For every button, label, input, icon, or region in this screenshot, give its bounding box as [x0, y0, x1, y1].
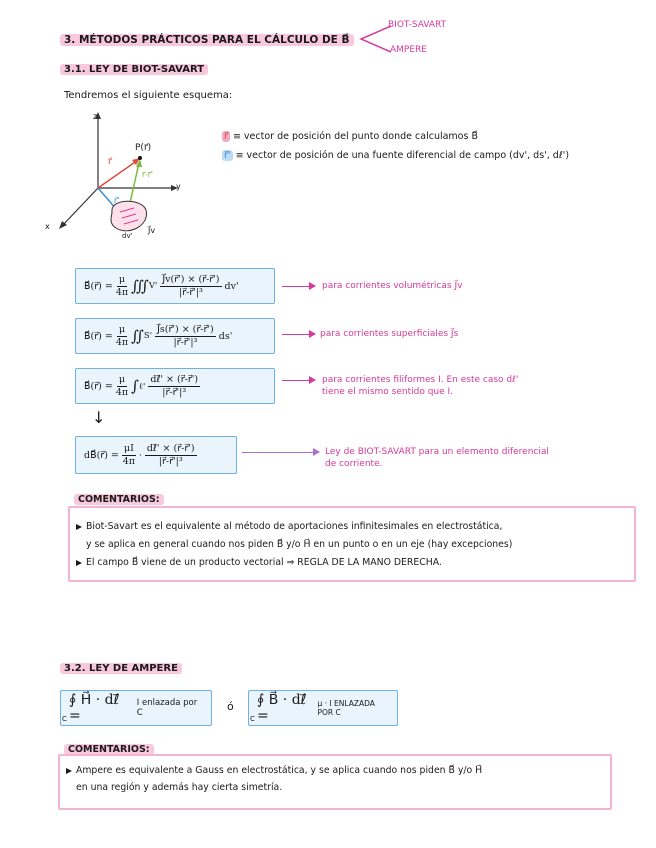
- label-rp: r⃗': [114, 196, 120, 205]
- connector-or: ó: [227, 700, 234, 713]
- coef-den: 4π: [115, 286, 129, 298]
- label-y-axis: y: [176, 182, 181, 191]
- coef-den: 4π: [122, 455, 136, 467]
- branch-biot-savart: BIOT-SAVART: [388, 20, 447, 30]
- arrow-2: [282, 334, 314, 335]
- integral-symbol: ∫: [131, 377, 139, 395]
- note-filiform: para corrientes filiformes I. En este caso dℓ' tiene el mismo sentido que I.: [322, 375, 519, 397]
- r-vector: [98, 160, 138, 188]
- legend-item-r: [222, 131, 478, 142]
- coef-den: 4π: [115, 336, 129, 348]
- bullet-icon: [66, 768, 72, 774]
- legend-symbol-rp: r⃗': [224, 150, 231, 161]
- integral-symbol: ∭: [131, 277, 149, 295]
- page-title: 3. MÉTODOS PRÁCTICOS PARA EL CÁLCULO DE B⃗: [60, 34, 354, 46]
- legend-item-rp: [222, 150, 569, 161]
- label-point-p: P(r⃗): [135, 143, 152, 153]
- section-title-biot-savart: 3.1. LEY DE BIOT-SAVART: [60, 64, 208, 75]
- coef-den: 4π: [115, 386, 129, 398]
- legend-symbol-r: r⃗: [224, 131, 228, 142]
- formula-lhs: ∮ B⃗ · dℓ⃗ =: [257, 692, 307, 724]
- formula-lhs: B⃗(r⃗) =: [84, 380, 113, 392]
- formula-lhs: B⃗(r⃗) =: [84, 330, 113, 342]
- legend-text-rp: ≡ vector de posición de una fuente diferencial de campo (dv', ds', dℓ'): [235, 150, 570, 161]
- coef-num: μ: [118, 273, 126, 285]
- label-source: J⃗v: [148, 226, 156, 235]
- formula-lhs: B⃗(r⃗) =: [84, 280, 113, 292]
- formula-surface: [75, 318, 275, 354]
- arrow-1: [282, 286, 314, 287]
- coef-num: μ: [118, 323, 126, 335]
- legend-text-r: ≡ vector de posición del punto donde calculamos B⃗: [232, 131, 478, 142]
- comments-body-1: [76, 518, 632, 572]
- integral-domain: ℓ': [138, 381, 146, 392]
- comments-title-2: COMENTARIOS:: [64, 744, 154, 755]
- formula-lhs: dB⃗(r⃗) =: [84, 449, 119, 461]
- integrand-den: |r⃗-r⃗'|³: [158, 455, 183, 467]
- integrand-den: |r⃗-r⃗'|³: [173, 336, 198, 348]
- arrow-3: [282, 380, 314, 381]
- formula-rhs: μ · I ENLAZADA POR C: [317, 699, 375, 717]
- differential: ds': [218, 330, 233, 342]
- coef-num: μI: [123, 442, 134, 454]
- integrand-num: dℓ⃗' × (r⃗-r⃗'): [150, 373, 199, 385]
- intro-text: Tendremos el siguiente esquema:: [64, 90, 233, 101]
- arrow-4: [242, 452, 318, 453]
- comments-body-2: [66, 762, 606, 796]
- integrand-den: |r⃗-r⃗'|³: [162, 386, 187, 398]
- label-r: r⃗: [108, 157, 112, 167]
- point-p: [138, 156, 142, 160]
- note-element: Ley de BIOT-SAVART para un elemento diferencial de corriente.: [325, 447, 549, 469]
- formula-filiform: [75, 368, 275, 404]
- comment-line: El campo B⃗ viene de un producto vectorial ⇒ REGLA DE LA MANO DERECHA.: [76, 554, 632, 572]
- label-x-axis: x: [45, 222, 50, 231]
- section-title-ampere: 3.2. LEY DE AMPERE: [60, 663, 182, 674]
- biot-savart-diagram: [50, 108, 200, 243]
- bullet-icon: [76, 524, 82, 530]
- comments-title-1: COMENTARIOS:: [74, 494, 164, 505]
- formula-rhs: I enlazada por C: [136, 698, 198, 718]
- comment-line: Ampere es equivalente a Gauss en electrostática, y se aplica cuando nos piden B⃗ y/o H⃗: [66, 762, 606, 779]
- integral-symbol: ∬: [131, 327, 144, 345]
- contour-sub-2: C: [250, 715, 255, 723]
- down-arrow-icon: ↓: [92, 408, 106, 427]
- comment-line: Biot-Savart es el equivalente al método de aportaciones infinitesimales en electrostática,: [76, 518, 632, 536]
- comment-line: y se aplica en general cuando nos piden B⃗ y/o H⃗ en un punto o en un eje (hay excepciones): [86, 539, 513, 550]
- integral-domain: S': [143, 331, 153, 341]
- coef-num: μ: [118, 373, 126, 385]
- integrand-den: |r⃗-r⃗'|³: [179, 286, 203, 298]
- formula-volumetric: [75, 268, 275, 304]
- x-axis: [62, 188, 98, 226]
- differential: dv': [224, 280, 239, 292]
- label-diff: r⃗-r⃗': [142, 170, 153, 179]
- label-z-axis: z: [93, 112, 98, 121]
- note-surface: para corrientes superficiales J⃗s: [320, 329, 459, 339]
- formula-ampere-h: [60, 690, 212, 726]
- note-volumetric: para corrientes volumétricas J⃗v: [322, 281, 463, 291]
- integral-domain: V': [148, 281, 158, 291]
- integrand-num: J⃗v(r⃗') × (r⃗-r⃗'): [162, 273, 220, 285]
- integrand-num: J⃗s(r⃗') × (r⃗-r⃗'): [157, 323, 214, 335]
- formula-ampere-b: [248, 690, 398, 726]
- label-dv: dv': [122, 232, 133, 240]
- integrand-num: dℓ⃗' × (r⃗-r⃗'): [146, 442, 195, 454]
- formula-element: dB⃗(r⃗) = $\frac{\mu I}{4\pi}$ · $\frac{\text{dℓ⃗' × (r⃗-r⃗')}}{\text{|r⃗-r⃗'|³}}$: [75, 436, 237, 474]
- formula-lhs: ∮ H⃗ · dℓ⃗ =: [69, 692, 120, 724]
- comment-line: en una región y además hay cierta simetría.: [76, 782, 283, 793]
- bullet-icon: [76, 560, 82, 566]
- contour-sub-1: C: [62, 715, 67, 723]
- branch-ampere: AMPERE: [390, 45, 427, 55]
